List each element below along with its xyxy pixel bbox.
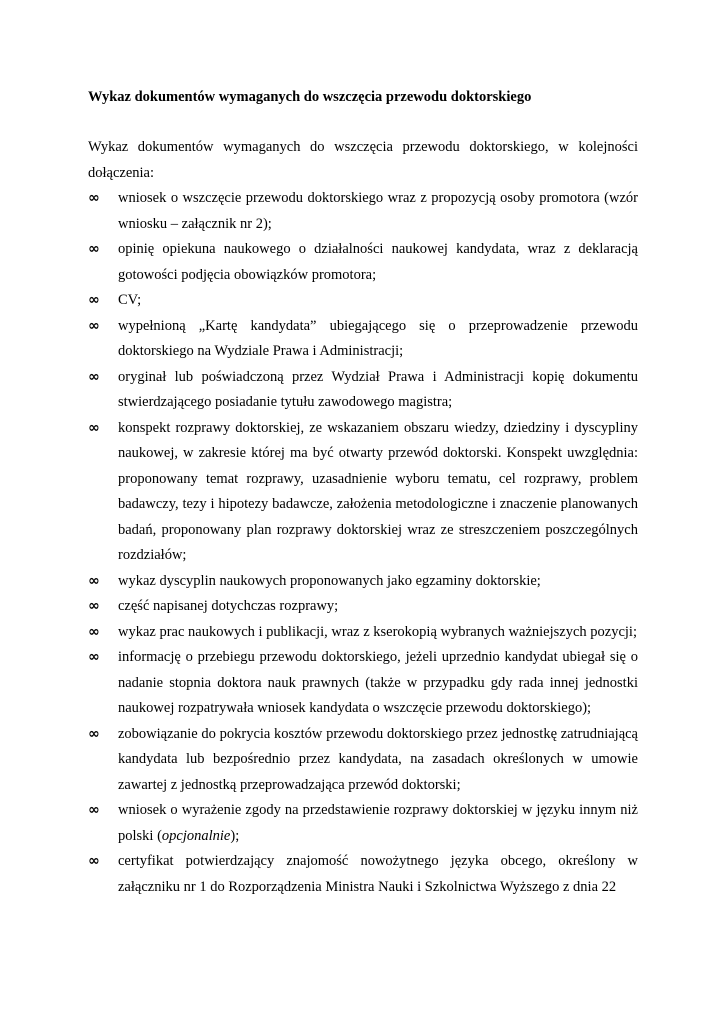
infinity-bullet-icon: ∞ xyxy=(88,419,100,436)
list-item-text-tail: ); xyxy=(230,827,240,844)
list-item xyxy=(88,314,638,365)
list-item xyxy=(88,594,638,620)
infinity-bullet-icon: ∞ xyxy=(88,853,100,869)
infinity-bullet-icon: ∞ xyxy=(88,598,100,614)
list-item xyxy=(88,416,638,569)
document-title: Wykaz dokumentów wymaganych do wszczęcia przewodu doktorskiego xyxy=(88,89,532,105)
list-item-text: część napisanej dotychczas rozprawy; xyxy=(118,598,339,614)
list-item-text: wypełnioną „Kartę kandydata” ubiegającego się o przeprowadzenie przewodu doktorskiego na Wydziale Prawa i Administracji; xyxy=(118,317,638,359)
infinity-bullet-icon: ∞ xyxy=(88,802,100,818)
infinity-bullet-icon: ∞ xyxy=(88,241,100,257)
list-item-text: opinię opiekuna naukowego o działalności naukowej kandydata, wraz z deklaracją gotowości podjęcia obowiązków promotora; xyxy=(118,241,638,283)
list-item-text: informację o przebiegu przewodu doktorskiego, jeżeli uprzednio kandydat ubiegał się o nadanie stopnia doktora nauk prawnych (także w przypadku gdy rada innej jednostki naukowej rozpatrywała wniosek kandydata o wszczęcie przewodu doktorskiego); xyxy=(118,649,638,716)
list-item-text xyxy=(118,802,638,844)
list-item-text: certyfikat potwierdzający znajomość nowożytnego języka obcego, określony w załączniku nr 1 do Rozporządzenia Ministra Nauki i Szkolnictwa Wyższego z dnia 22 xyxy=(118,853,638,895)
list-item-text: wykaz prac naukowych i publikacji, wraz z kserokopią wybranych ważniejszych pozycji; xyxy=(118,623,637,640)
list-item xyxy=(88,186,638,237)
list-item-text: wniosek o wszczęcie przewodu doktorskiego wraz z propozycją osoby promotora (wzór wniosku – załącznik nr 2); xyxy=(118,190,638,232)
list-item-text: CV; xyxy=(118,292,142,308)
infinity-bullet-icon: ∞ xyxy=(88,623,100,640)
list-item xyxy=(88,569,638,595)
infinity-bullet-icon: ∞ xyxy=(88,292,100,308)
list-item xyxy=(88,620,638,646)
list-item-text: zobowiązanie do pokrycia kosztów przewodu doktorskiego przez jednostkę zatrudniającą kandydata lub bezpośrednio przez kandydata, na zasadach określonych w umowie zawartej z jednostką przeprowadzająca przewód doktorski; xyxy=(118,725,638,793)
infinity-bullet-icon: ∞ xyxy=(88,190,100,206)
list-item-text: oryginał lub poświadczoną przez Wydział Prawa i Administracji kopię dokumentu stwierdzającego posiadanie tytułu zawodowego magistra; xyxy=(118,368,638,410)
list-item xyxy=(88,365,638,416)
infinity-bullet-icon: ∞ xyxy=(88,572,100,589)
list-item-text-lead: wniosek o wyrażenie zgody na przedstawienie rozprawy doktorskiej w języku innym niż polski ( xyxy=(118,802,638,844)
infinity-bullet-icon: ∞ xyxy=(88,317,100,334)
list-item xyxy=(88,722,638,799)
infinity-bullet-icon: ∞ xyxy=(88,725,100,742)
infinity-bullet-icon: ∞ xyxy=(88,368,100,385)
list-item xyxy=(88,645,638,722)
required-documents-list xyxy=(88,186,638,900)
list-item xyxy=(88,237,638,288)
intro-paragraph: Wykaz dokumentów wymaganych do wszczęcia przewodu doktorskiego, w kolejności dołączenia: xyxy=(88,139,638,181)
list-item xyxy=(88,798,638,849)
list-item xyxy=(88,288,638,314)
optional-note: opcjonalnie xyxy=(161,827,231,844)
list-item xyxy=(88,849,638,900)
infinity-bullet-icon: ∞ xyxy=(88,649,100,665)
list-item-text: konspekt rozprawy doktorskiej, ze wskazaniem obszaru wiedzy, dziedziny i dyscypliny naukowej, w zakresie której ma być otwarty przewód doktorski. Konspekt uwzględnia: proponowany temat rozprawy, uzasadnienie wyboru tematu, cel rozprawy, problem badawczy, tezy i hipotezy badawcze, założenia metodologiczne i znaczenie planowanych badań, proponowany plan rozprawy doktorskiej wraz ze streszczeniem poszczególnych rozdziałów; xyxy=(118,419,638,563)
list-item-text: wykaz dyscyplin naukowych proponowanych jako egzaminy doktorskie; xyxy=(118,572,541,589)
